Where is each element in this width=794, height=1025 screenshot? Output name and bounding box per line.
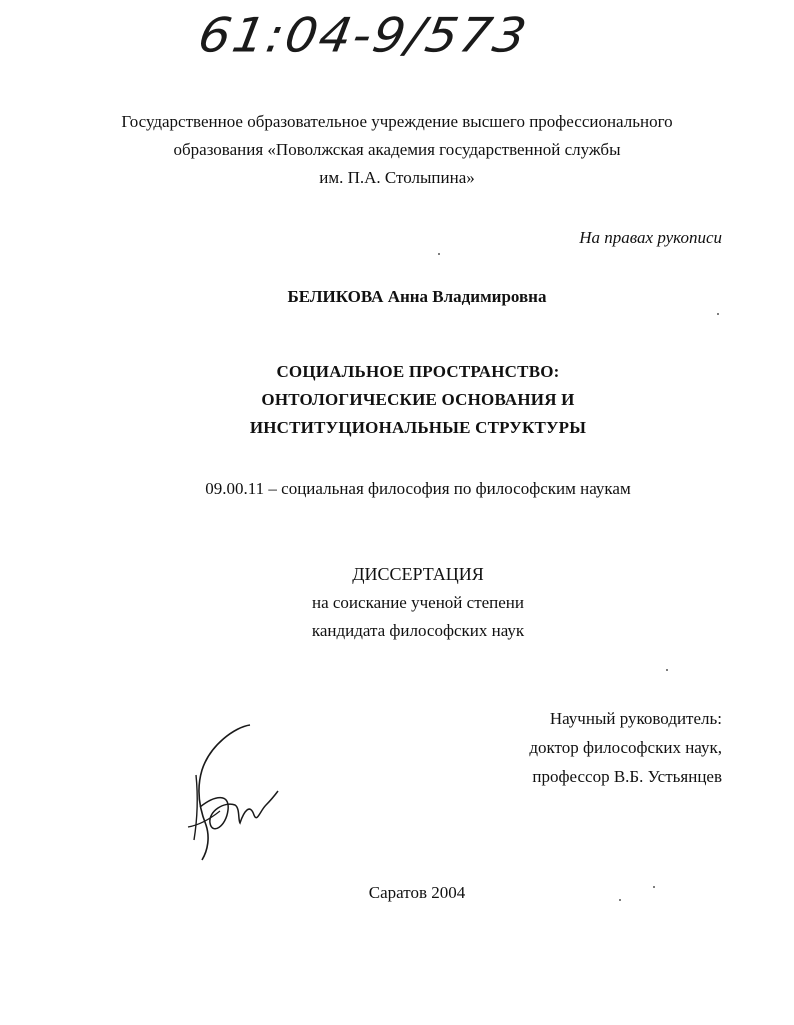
title-line-1: СОЦИАЛЬНОЕ ПРОСТРАНСТВО: [276, 362, 560, 381]
institution-line-1: Государственное образовательное учреждение высшего профессионального [121, 112, 673, 131]
catalog-number-handwritten [194, 0, 533, 92]
scan-speck [653, 886, 655, 888]
scan-speck [619, 899, 621, 901]
scan-speck [666, 669, 668, 671]
institution-line-2: образования «Поволжская академия государственной службы [173, 140, 621, 159]
dissertation-block [0, 564, 794, 649]
title-line-2: ОНТОЛОГИЧЕСКИЕ ОСНОВАНИЯ И [261, 390, 575, 409]
city-year: Саратов 2004 [368, 883, 466, 902]
advisor-line-3: профессор В.Б. Устьянцев [532, 767, 722, 786]
dissertation-title [0, 362, 794, 446]
scientific-advisor [529, 709, 722, 796]
catalog-number-text: 61:04-9/573 [194, 8, 533, 64]
degree-line-2: кандидата философских наук [311, 621, 525, 640]
institution-line-3: им. П.А. Столыпина» [319, 168, 475, 187]
signature-handwritten [180, 715, 290, 865]
author-given-names: Анна Владимировна [387, 287, 547, 306]
manuscript-note: На правах рукописи [579, 228, 722, 247]
author-surname: БЕЛИКОВА [287, 287, 384, 306]
scan-speck [717, 313, 719, 315]
degree-line-1: на соискание ученой степени [311, 593, 525, 612]
dissertation-heading: ДИССЕРТАЦИЯ [352, 564, 484, 584]
scan-speck [438, 253, 440, 255]
author-name [0, 287, 794, 307]
institution-header [0, 112, 794, 196]
advisor-line-1: Научный руководитель: [549, 709, 722, 728]
advisor-line-2: доктор философских наук, [529, 738, 722, 757]
title-line-3: ИНСТИТУЦИОНАЛЬНЫЕ СТРУКТУРЫ [249, 418, 587, 437]
specialty-code: 09.00.11 – социальная философия по философским наукам [205, 479, 631, 498]
